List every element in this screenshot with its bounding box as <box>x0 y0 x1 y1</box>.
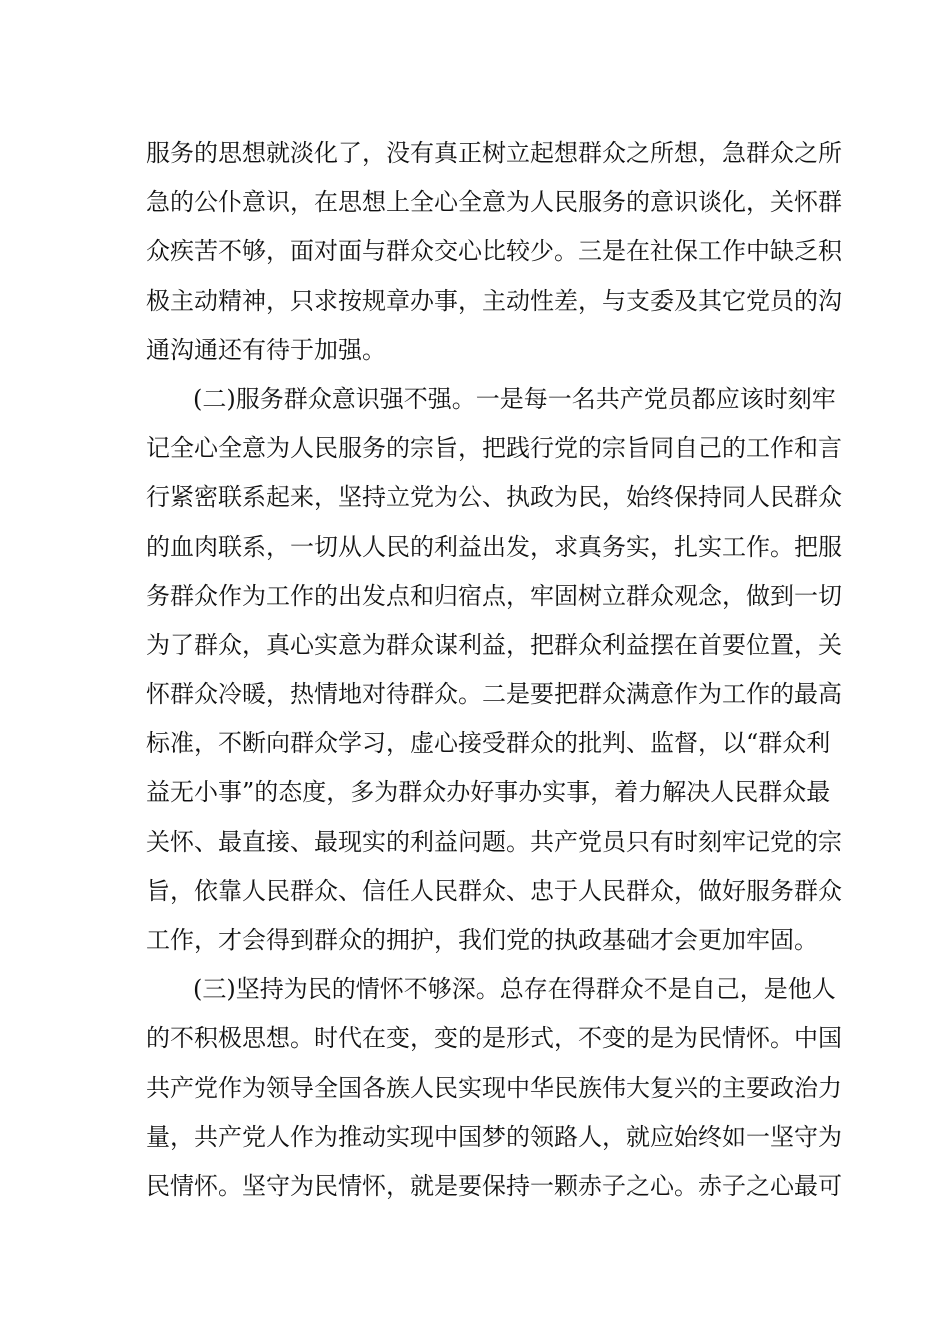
text-line: (二)服务群众意识强不强。一是每一名共产党员都应该时刻牢 <box>193 384 836 413</box>
text-line: 关怀、最直接、最现实的利益问题。共产党员只有时刻牢记党的宗 <box>146 827 842 856</box>
text-line: 务群众作为工作的出发点和归宿点，牢固树立群众观念，做到一切 <box>146 581 842 610</box>
text-line: 的血肉联系，一切从人民的利益出发，求真务实，扎实工作。把服 <box>146 532 842 561</box>
text-line: 标准，不断向群众学习，虚心接受群众的批判、监督，以“群众利 <box>146 729 831 758</box>
text-line: 的不积极思想。时代在变，变的是形式，不变的是为民情怀。中国 <box>146 1024 842 1053</box>
text-line: 益无小事”的态度，多为群众办好事办实事，着力解决人民群众最 <box>146 778 831 807</box>
text-line: 通沟通还有待于加强。 <box>146 335 386 364</box>
text-line: 急的公仆意识，在思想上全心全意为人民服务的意识谈化，关怀群 <box>146 188 842 217</box>
text-line: 行紧密联系起来，坚持立党为公、执政为民，始终保持同人民群众 <box>146 483 842 512</box>
text-line: 共产党作为领导全国各族人民实现中华民族伟大复兴的主要政治力 <box>146 1073 842 1102</box>
text-line: 极主动精神，只求按规章办事，主动性差，与支委及其它党员的沟 <box>146 286 842 315</box>
text-line: 量，共产党人作为推动实现中国梦的领路人，就应始终如一坚守为 <box>146 1122 842 1151</box>
text-line: 记全心全意为人民服务的宗旨，把践行党的宗旨同自己的工作和言 <box>146 434 842 463</box>
document-body <box>146 129 842 1211</box>
text-line: 旨，依靠人民群众、信任人民群众、忠于人民群众，做好服务群众 <box>146 876 842 905</box>
text-line: 服务的思想就淡化了，没有真正树立起想群众之所想，急群众之所 <box>146 139 842 167</box>
text-line: 怀群众冷暖，热情地对待群众。二是要把群众满意作为工作的最高 <box>146 680 842 709</box>
text-line: (三)坚持为民的情怀不够深。总存在得群众不是自己，是他人 <box>193 975 836 1004</box>
text-line: 为了群众，真心实意为群众谋利益，把群众利益摆在首要位置，关 <box>146 630 842 659</box>
text-line: 众疾苦不够，面对面与群众交心比较少。三是在社保工作中缺乏积 <box>146 237 842 266</box>
text-line: 工作，才会得到群众的拥护，我们党的执政基础才会更加牢固。 <box>146 926 818 954</box>
text-line: 民情怀。坚守为民情怀，就是要保持一颗赤子之心。赤子之心最可 <box>146 1171 842 1200</box>
